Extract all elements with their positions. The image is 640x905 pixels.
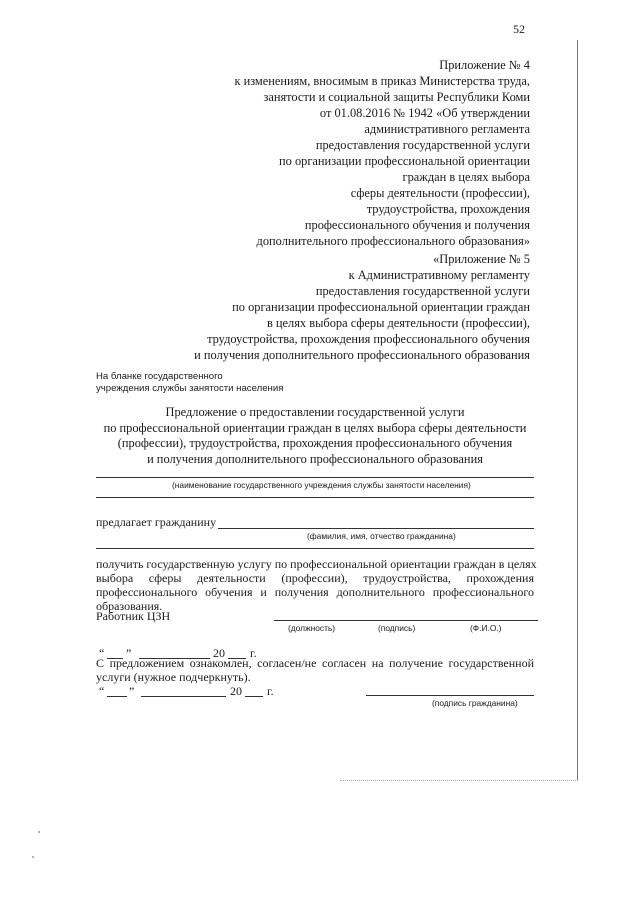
consent-text bbox=[96, 656, 534, 684]
appendix-4-line: трудоустройства, прохождения bbox=[366, 202, 530, 216]
appendix-4-line: административного регламента bbox=[364, 122, 530, 136]
appendix-5-line: предоставления государственной услуги bbox=[315, 284, 530, 298]
offers-citizen-label: предлагает гражданину bbox=[96, 515, 217, 529]
appendix-4-line: по организации профессиональной ориентации bbox=[279, 154, 530, 168]
date2-year-field[interactable] bbox=[245, 696, 263, 697]
appendix-4-line: предоставления государственной услуги bbox=[315, 138, 530, 152]
citizen-name-field-2[interactable] bbox=[96, 548, 534, 549]
title-line: (профессии), трудоустройства, прохождения профессионального обучения bbox=[117, 436, 513, 450]
date2-open-quote: “ bbox=[99, 684, 105, 698]
title-line: Предложение о предоставлении государственной услуги bbox=[165, 405, 465, 419]
letterhead-line: На бланке государственного bbox=[96, 371, 223, 382]
letterhead-line: учреждения службы занятости населения bbox=[96, 383, 284, 394]
worker-signature-field[interactable] bbox=[274, 620, 538, 621]
citizen-signature-field[interactable] bbox=[366, 695, 534, 696]
appendix-4-line: занятости и социальной защиты Республики Коми bbox=[263, 90, 530, 104]
date2-year-suffix: г. bbox=[267, 684, 274, 698]
worker-label: Работник ЦЗН bbox=[96, 609, 171, 623]
citizen-name-field[interactable] bbox=[218, 528, 534, 529]
appendix-5-line: и получения дополнительного профессионального образования bbox=[194, 348, 530, 362]
offer-body-line: получить государственную услугу по профессиональной ориентации граждан в целях bbox=[96, 557, 537, 571]
date1-open-quote: “ bbox=[99, 646, 105, 660]
date2-close-quote: ” bbox=[129, 684, 135, 698]
appendix-4-line: Приложение № 4 bbox=[439, 58, 530, 72]
appendix-5-line: к Административному регламенту bbox=[348, 268, 530, 282]
appendix-4-line: дополнительного профессионального образования» bbox=[256, 234, 530, 248]
appendix-5-line: «Приложение № 5 bbox=[433, 252, 530, 266]
appendix-5-header bbox=[194, 251, 530, 363]
date2-month-field[interactable] bbox=[141, 696, 226, 697]
scan-edge-bottom bbox=[340, 780, 578, 781]
institution-name-field[interactable] bbox=[96, 477, 534, 478]
appendix-4-line: профессионального обучения и получения bbox=[304, 218, 530, 232]
appendix-5-line: в целях выбора сферы деятельности (профессии), bbox=[266, 316, 530, 330]
appendix-5-line: трудоустройства, прохождения профессионального обучения bbox=[207, 332, 530, 346]
offer-body bbox=[96, 557, 537, 613]
scan-edge-line bbox=[577, 40, 578, 780]
offer-body-line: выбора сферы деятельности (профессии), трудоустройства, прохождения bbox=[96, 571, 534, 585]
date1-close-quote: ” bbox=[126, 646, 132, 660]
letterhead-note bbox=[96, 371, 283, 395]
consent-line: услуги (нужное подчеркнуть). bbox=[96, 670, 251, 684]
consent-line: С предложением ознакомлен, согласен/не согласен на получение государственной bbox=[96, 656, 534, 670]
fio-caption: (Ф.И.О.) bbox=[470, 623, 502, 633]
position-caption: (должность) bbox=[288, 623, 336, 633]
institution-caption: (наименование государственного учреждения службы занятости населения) bbox=[172, 480, 471, 490]
appendix-4-line: к изменениям, вносимым в приказ Министерства труда, bbox=[234, 74, 530, 88]
appendix-4-line: сферы деятельности (профессии), bbox=[350, 186, 530, 200]
institution-name-field-2[interactable] bbox=[96, 497, 534, 498]
offer-body-line: профессионального обучения и получения дополнительного профессионального bbox=[96, 585, 534, 599]
appendix-5-line: по организации профессиональной ориентации граждан bbox=[232, 300, 530, 314]
scan-speck bbox=[38, 831, 40, 833]
title-line: по профессиональной ориентации граждан в целях выбора сферы деятельности bbox=[103, 420, 527, 435]
date2-year-prefix: 20 bbox=[230, 684, 242, 698]
appendix-4-header bbox=[234, 57, 530, 249]
scan-speck bbox=[32, 856, 34, 858]
citizen-caption: (фамилия, имя, отчество гражданина) bbox=[307, 531, 456, 541]
page-number: 52 bbox=[513, 22, 525, 36]
offer-body-line: образования. bbox=[96, 599, 163, 613]
appendix-4-line: от 01.08.2016 № 1942 «Об утверждении bbox=[319, 106, 530, 120]
signature-caption: (подпись) bbox=[378, 623, 416, 633]
date1-year-prefix: 20 bbox=[213, 646, 225, 660]
citizen-signature-caption: (подпись гражданина) bbox=[432, 698, 518, 708]
appendix-4-line: граждан в целях выбора bbox=[402, 170, 530, 184]
title-line: и получения дополнительного профессионального образования bbox=[147, 451, 483, 466]
date2-day-field[interactable] bbox=[107, 696, 127, 697]
document-title bbox=[96, 405, 534, 467]
date1-year-suffix: г. bbox=[250, 646, 257, 660]
